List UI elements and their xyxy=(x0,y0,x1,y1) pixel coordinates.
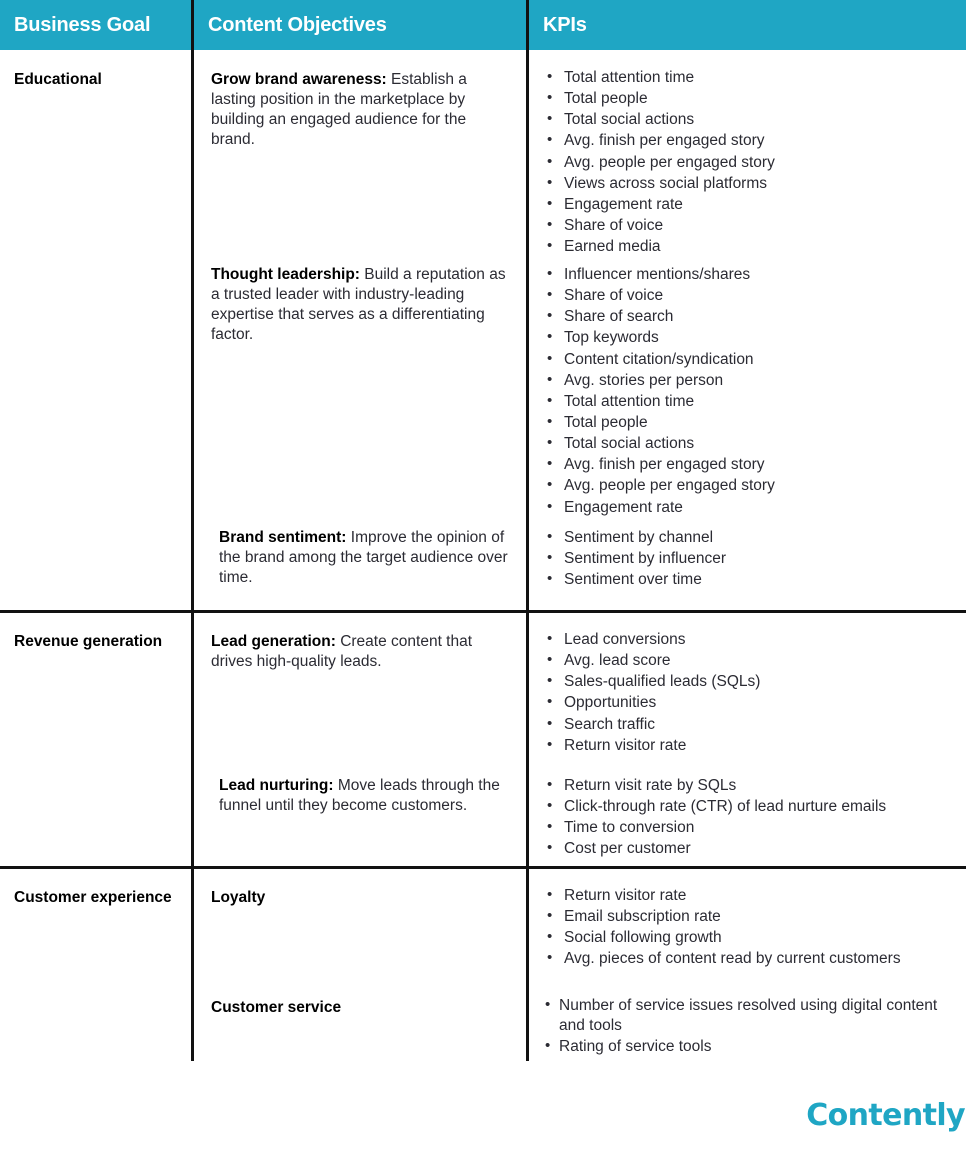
objective-title: Lead nurturing: xyxy=(219,777,334,794)
kpi-item: • Share of search xyxy=(545,307,965,327)
column-header-kpis: KPIs xyxy=(543,13,587,36)
kpi-item: • Rating of service tools xyxy=(545,1037,965,1057)
table-body xyxy=(0,50,972,1062)
kpi-item: • Top keywords xyxy=(545,328,965,348)
objective-brand-sentiment xyxy=(219,528,514,588)
objective-title: Customer service xyxy=(211,999,342,1016)
kpi-items xyxy=(545,68,965,257)
kpi-item: • Avg. people per engaged story xyxy=(545,153,965,173)
objective-title: Thought leadership: xyxy=(211,266,360,283)
kpi-item: • Avg. stories per person xyxy=(545,371,965,391)
header-column-divider-1 xyxy=(191,0,194,50)
table-header-row xyxy=(0,0,966,50)
kpi-item: • Cost per customer xyxy=(545,839,965,859)
objective-description: Build a reputation as a trusted leader with industry-leading expertise that serves as a differentiating factor. xyxy=(211,266,506,344)
kpi-list-brand-sentiment xyxy=(545,528,965,591)
kpi-item: • Avg. lead score xyxy=(545,651,965,671)
objective-title: Grow brand awareness: xyxy=(211,71,387,88)
kpi-item: • Return visit rate by SQLs xyxy=(545,776,965,796)
kpi-item: • Avg. pieces of content read by current customers xyxy=(545,949,965,969)
kpi-items xyxy=(545,776,965,860)
kpi-item: • Opportunities xyxy=(545,693,965,713)
objective-title: Loyalty xyxy=(211,889,266,906)
kpi-item: • Sentiment by channel xyxy=(545,528,965,548)
kpi-item: • Total social actions xyxy=(545,110,965,130)
header-column-divider-2 xyxy=(526,0,529,50)
kpi-item: • Share of voice xyxy=(545,286,965,306)
objective-lead-generation xyxy=(211,632,511,672)
column-header-content-objectives: Content Objectives xyxy=(208,13,387,36)
kpi-item: • Lead conversions xyxy=(545,630,965,650)
kpi-item: • Total people xyxy=(545,413,965,433)
kpi-item: • Avg. finish per engaged story xyxy=(545,455,965,475)
objective-lead-nurturing xyxy=(219,776,514,816)
kpi-item: • Sentiment over time xyxy=(545,570,965,590)
kpi-item: • Search traffic xyxy=(545,715,965,735)
kpi-item: • Views across social platforms xyxy=(545,174,965,194)
row-divider-2 xyxy=(0,866,966,869)
kpi-item: • Avg. finish per engaged story xyxy=(545,131,965,151)
kpi-items xyxy=(545,886,965,970)
kpi-item: • Sentiment by influencer xyxy=(545,549,965,569)
goal-label-customer-experience: Customer experience xyxy=(14,889,172,906)
objective-description: Create content that drives high-quality leads. xyxy=(211,633,473,671)
kpi-item: • Number of service issues resolved using digital content and tools xyxy=(545,996,965,1036)
kpi-item: • Total social actions xyxy=(545,434,965,454)
kpi-item: • Engagement rate xyxy=(545,195,965,215)
contently-logo: Contently xyxy=(806,1098,965,1133)
kpi-list-thought-leadership xyxy=(545,265,965,519)
kpi-items xyxy=(545,630,965,756)
kpi-item: • Earned media xyxy=(545,237,965,257)
kpi-item: • Total attention time xyxy=(545,68,965,88)
column-divider-1 xyxy=(191,50,194,1061)
kpi-item: • Engagement rate xyxy=(545,498,965,518)
kpi-list-lead-generation xyxy=(545,630,965,757)
kpi-item: • Email subscription rate xyxy=(545,907,965,927)
kpi-item: • Total attention time xyxy=(545,392,965,412)
objective-grow-brand-awareness xyxy=(211,70,511,151)
kpi-item: • Time to conversion xyxy=(545,818,965,838)
kpi-item: • Total people xyxy=(545,89,965,109)
kpi-item: • Influencer mentions/shares xyxy=(545,265,965,285)
objective-description: Improve the opinion of the brand among the target audience over time. xyxy=(219,529,508,587)
kpi-list-lead-nurturing xyxy=(545,776,965,861)
kpi-items xyxy=(545,265,965,518)
objective-title: Lead generation: xyxy=(211,633,336,650)
kpi-item: • Click-through rate (CTR) of lead nurture emails xyxy=(545,797,965,817)
objective-thought-leadership xyxy=(211,265,511,346)
kpi-list-grow-brand-awareness xyxy=(545,68,965,258)
objective-title: Brand sentiment: xyxy=(219,529,347,546)
kpi-items xyxy=(545,996,965,1057)
kpi-list-customer-service xyxy=(545,996,965,1058)
kpi-list-loyalty xyxy=(545,886,965,971)
goal-label-revenue-generation: Revenue generation xyxy=(14,633,163,650)
kpi-item: • Content citation/syndication xyxy=(545,350,965,370)
kpi-item: • Share of voice xyxy=(545,216,965,236)
kpi-items xyxy=(545,528,965,590)
kpi-item: • Return visitor rate xyxy=(545,886,965,906)
kpi-item: • Avg. people per engaged story xyxy=(545,476,965,496)
objective-loyalty xyxy=(211,888,511,908)
column-divider-2 xyxy=(526,50,529,1061)
goal-label-educational: Educational xyxy=(14,71,102,88)
objective-customer-service xyxy=(211,998,511,1018)
kpi-item: • Return visitor rate xyxy=(545,736,965,756)
kpi-item: • Social following growth xyxy=(545,928,965,948)
row-divider-1 xyxy=(0,610,966,613)
column-header-business-goal: Business Goal xyxy=(14,13,151,36)
kpi-item: • Sales-qualified leads (SQLs) xyxy=(545,672,965,692)
objective-description: Establish a lasting position in the marketplace by building an engaged audience for the brand. xyxy=(211,71,467,149)
objective-description: Move leads through the funnel until they become customers. xyxy=(219,777,500,815)
